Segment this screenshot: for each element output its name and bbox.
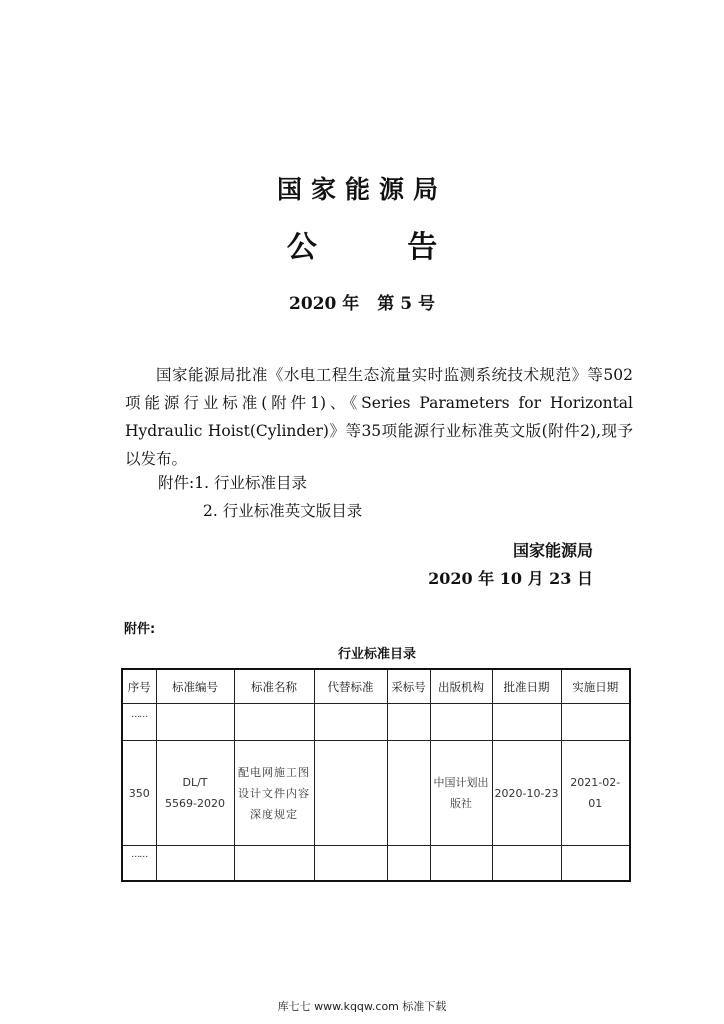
- table-row-ellipsis: [122, 704, 630, 741]
- issuing-authority-title: 国家能源局: [276, 175, 447, 204]
- cell-seq: 350: [122, 741, 156, 846]
- footer-watermark: 库七七 www.kqqw.com 标准下载: [277, 1000, 447, 1013]
- cell-code: [156, 741, 234, 846]
- column-header-seq: 序号: [122, 669, 156, 704]
- document-serial: 第 5 号: [377, 294, 435, 314]
- document-number: [0, 289, 724, 314]
- cell-replaces: [314, 741, 387, 846]
- column-header-adopted: 采标号: [387, 669, 430, 704]
- standards-table: [121, 668, 631, 882]
- table-row: [122, 741, 630, 846]
- attachment-item-2: 2. 行业标准英文版目录: [203, 502, 363, 520]
- column-header-approved: 批准日期: [492, 669, 561, 704]
- column-header-name: 标准名称: [234, 669, 314, 704]
- cell-adopted: [387, 741, 430, 846]
- appendix-table-title: 行业标准目录: [337, 647, 416, 662]
- attachment-item-1: 附件:1. 行业标准目录: [158, 474, 307, 492]
- table-header-row: [122, 669, 630, 704]
- column-header-replaces: 代替标准: [314, 669, 387, 704]
- document-type-heading: 公 告: [286, 230, 478, 265]
- cell-effective: 2021-02-01: [561, 741, 630, 846]
- column-header-code: 标准编号: [156, 669, 234, 704]
- ellipsis-cell: ……: [122, 704, 156, 741]
- cell-code-line2: 5569-2020: [165, 797, 225, 810]
- cell-name: 配电网施工图设计文件内容深度规定: [234, 741, 314, 846]
- announcement-paragraph: 国家能源局批准《水电工程生态流量实时监测系统技术规范》等502项能源行业标准(附件1)、《Series Parameters for Horizontal Hydraulic Hoist(Cylinder)》等35项能源行业标准英文版(附件2),现予以发布。: [125, 366, 633, 468]
- document-year: 2020 年: [289, 294, 360, 314]
- cell-publisher: 中国计划出版社: [430, 741, 492, 846]
- table-row-ellipsis: [122, 846, 630, 882]
- signature-date: 2020 年 10 月 23 日: [428, 569, 593, 588]
- column-header-publisher: 出版机构: [430, 669, 492, 704]
- appendix-label: 附件:: [124, 622, 156, 637]
- signature-org: 国家能源局: [512, 541, 593, 560]
- cell-code-line1: DL/T: [182, 776, 208, 789]
- ellipsis-cell: ……: [122, 846, 156, 882]
- column-header-effective: 实施日期: [561, 669, 630, 704]
- cell-approved: 2020-10-23: [492, 741, 561, 846]
- announcement-body: [125, 361, 633, 473]
